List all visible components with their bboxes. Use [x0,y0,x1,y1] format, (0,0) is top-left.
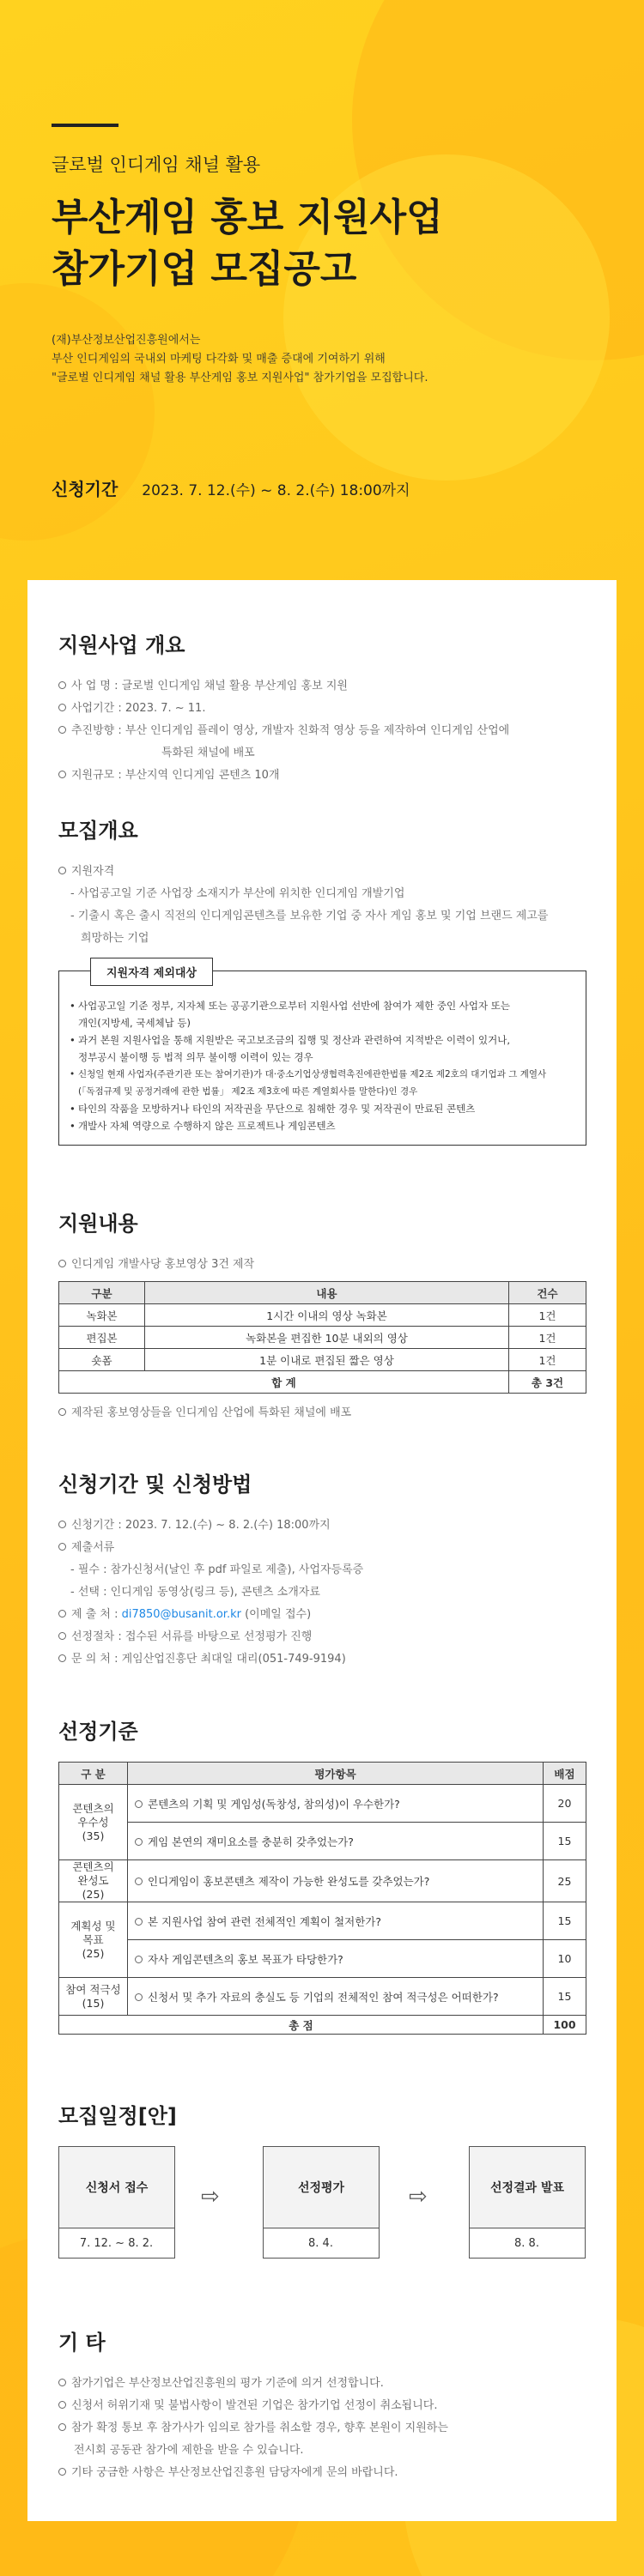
exclusion-notice-box [58,967,586,1146]
step-label: 신청서 접수 [85,2181,149,2195]
hero-desc-line: "글로벌 인디게임 채널 활용 부산게임 홍보 지원사업" 참가기업을 모집합니다. [52,372,428,384]
notice-item: • 개발사 자체 역량으로 수행하지 않은 프로젝트나 게임콘텐츠 [70,1117,575,1134]
apply-line: - 선택 : 인디게임 동영상(링크 등), 콘텐츠 소개자료 [70,1586,320,1599]
table-row [59,1327,586,1349]
hero-desc-line: (재)부산정보산업진흥원에서는 [52,334,201,347]
criteria-item: 콘텐츠의 기획 및 게임성(독창성, 참의성)이 우수한가? [128,1785,544,1823]
etc-line: 전시회 공동관 참가에 제한을 받을 수 있습니다. [74,2444,304,2457]
table-row [59,1902,586,1940]
circle-bullet-icon [135,1993,143,2001]
criteria-score: 25 [544,1860,586,1902]
table-row [59,1349,586,1371]
circle-bullet-icon [58,1408,66,1416]
table-cell: 편집본 [59,1327,145,1349]
table-header: 건수 [509,1282,586,1304]
schedule-section [58,2099,586,2292]
section-title: 지원사업 개요 [58,633,185,657]
criteria-group: 콘텐츠의 우수성 (35) [59,1785,128,1860]
circle-bullet-icon [58,1654,66,1662]
circle-bullet-icon [58,704,66,711]
circle-bullet-icon [58,2401,66,2409]
etc-line: 신청서 허위기재 및 불법사항이 발견된 기업은 참가기업 선정이 취소됩니다. [58,2395,586,2417]
circle-bullet-icon [58,2423,66,2431]
total-label: 총 점 [59,2016,544,2035]
recruit-line: 지원자격 [58,861,586,883]
apply-line: 선정절차 : 접수된 서류를 바탕으로 선정평가 진행 [58,1626,586,1648]
support-section [58,1206,586,1424]
table-header: 구 분 [59,1763,128,1785]
criteria-group: 계획성 및 목표 (25) [59,1902,128,1978]
table-cell: 1분 이내로 편집된 짧은 영상 [145,1349,509,1371]
table-row [59,1785,586,1823]
circle-bullet-icon [135,1878,143,1885]
criteria-group: 콘텐츠의 완성도 (25) [59,1860,128,1902]
circle-bullet-icon [58,681,66,689]
step-date: 8. 4. [263,2228,380,2259]
criteria-item: 본 지원사업 참여 관련 전체적인 계획이 철저한가? [128,1902,544,1940]
table-header: 내용 [145,1282,509,1304]
apply-line: 문 의 처 : 게임산업진흥단 최대일 대리(051-749-9194) [58,1648,586,1671]
criteria-score: 10 [544,1940,586,1978]
apply-line: 제출서류 [58,1537,586,1559]
support-table [58,1281,586,1394]
step-label: 선정평가 [297,2181,345,2195]
section-title: 신청기간 및 신청방법 [58,1472,252,1497]
decorative-blob [0,283,155,541]
circle-bullet-icon [58,1521,66,1528]
table-row [59,1940,586,1978]
etc-line: 참가기업은 부산정보산업진흥원의 평가 기준에 의거 선정합니다. [58,2373,586,2395]
overview-line: 특화된 채널에 배포 [161,747,255,759]
section-title: 모집개요 [58,819,138,843]
content-card [27,580,617,2521]
table-row [59,1978,586,2016]
hero-title-line1: 부산게임 홍보 지원사업 [52,196,443,239]
schedule-flow [58,2146,586,2292]
table-cell: 1건 [509,1327,586,1349]
recruit-line: 희망하는 기업 [81,932,149,945]
schedule-step [469,2146,586,2258]
overview-line: 추진방향 : 부산 인디게임 플레이 영상, 개발자 친화적 영상 등을 제작하여 인디게임 산업에 [58,720,586,742]
etc-line: 기타 궁금한 사항은 부산정보산업진흥원 담당자에게 문의 바랍니다. [58,2462,586,2484]
step-date: 7. 12. ~ 8. 2. [58,2228,175,2259]
circle-bullet-icon [135,1918,143,1926]
table-row [59,1860,586,1902]
total-label: 합 계 [59,1371,509,1394]
table-header: 배점 [544,1763,586,1785]
table-cell: 숏폼 [59,1349,145,1371]
notice-item: • 타인의 작품을 모방하거나 타인의 저작권을 무단으로 침해한 경우 및 저작권이 만료된 콘텐츠 [70,1100,575,1117]
circle-bullet-icon [58,2379,66,2386]
criteria-score: 20 [544,1785,586,1823]
hero-desc-line: 부산 인디게임의 국내외 마케팅 다각화 및 매출 증대에 기여하기 위해 [52,353,386,366]
notice-item: (「독점규제 및 공정거래에 관한 법률」 제2조 제3호에 따른 계열회사를 말한다)인 경우 [78,1086,418,1097]
support-intro: 인디게임 개발사당 홍보영상 3건 제작 [58,1254,586,1276]
recruit-line: - 기출시 혹은 출시 직전의 인디게임콘텐츠를 보유한 기업 중 자사 게임 홍보 및 기업 브랜드 제고를 [70,910,549,922]
recruit-section [58,813,586,1146]
criteria-group: 참여 적극성 (15) [59,1978,128,2016]
apply-line: - 필수 : 참가신청서(날인 후 pdf 파일로 제출), 사업자등록증 [70,1563,364,1576]
schedule-step [58,2146,175,2258]
circle-bullet-icon [58,867,66,874]
overview-line: 사업기간 : 2023. 7. ~ 11. [58,698,586,720]
criteria-item: 자사 게임콘텐츠의 홍보 목표가 타당한가? [128,1940,544,1978]
table-cell: 녹화본 [59,1304,145,1327]
criteria-item: 신청서 및 추가 자료의 충실도 등 기업의 전체적인 참여 적극성은 어떠한가? [128,1978,544,2016]
circle-bullet-icon [135,1838,143,1846]
section-title: 기 타 [58,2331,106,2355]
criteria-score: 15 [544,1978,586,2016]
circle-bullet-icon [58,1610,66,1618]
circle-bullet-icon [58,1543,66,1551]
application-period [52,475,410,500]
table-row [59,1304,586,1327]
section-title: 모집일정[안] [58,2104,177,2128]
hero-subtitle: 글로벌 인디게임 채널 활용 [52,154,261,175]
circle-bullet-icon [58,726,66,734]
notice-item: • 사업공고일 기준 정부, 지자체 또는 공공기관으로부터 지원사업 선반에 참여가 제한 중인 사업자 또는 [70,997,575,1014]
apply-line: 제 출 처 : di7850@busanit.or.kr (이메일 접수) [58,1604,586,1626]
support-note: 제작된 홍보영상들을 인디게임 산업에 특화된 채널에 배포 [58,1402,586,1424]
hero-rule [52,124,118,127]
criteria-item: 게임 본연의 재미요소를 충분히 갖추었는가? [128,1823,544,1860]
circle-bullet-icon [58,2468,66,2476]
notice-title: 지원자격 제외대상 [90,958,213,986]
apply-section [58,1467,586,1671]
overview-section [58,628,586,787]
hero-title-line2: 참가기업 모집공고 [52,247,357,291]
arrow-right-icon: ⇨ [409,2184,428,2210]
notice-item: 개인(지방세, 국세체납 등) [78,1017,191,1029]
period-label: 신청기간 [52,479,118,499]
criteria-score: 15 [544,1823,586,1860]
notice-item: • 신청일 현재 사업자(주관기관 또는 참여기관)가 대·중소기업상생협력촉진에관한법률 제2조 제2호의 대기업과 그 계열사 [70,1066,575,1083]
criteria-section [58,1714,586,2035]
overview-line: 사 업 명 : 글로벌 인디게임 채널 활용 부산게임 홍보 지원 [58,675,586,698]
circle-bullet-icon [135,1800,143,1808]
notice-item: • 과거 본원 지원사업을 통해 지원받은 국고보조금의 집행 및 정산과 관련하여 지적받은 이력이 있거나, [70,1031,575,1049]
step-date: 8. 8. [469,2228,586,2259]
table-header: 구분 [59,1282,145,1304]
table-total-row [59,1371,586,1394]
circle-bullet-icon [58,1632,66,1640]
criteria-score: 15 [544,1902,586,1940]
schedule-step [263,2146,380,2258]
table-cell: 1건 [509,1349,586,1371]
apply-line: 신청기간 : 2023. 7. 12.(수) ~ 8. 2.(수) 18:00까지 [58,1515,586,1537]
step-label: 선정결과 발표 [489,2181,565,2195]
table-total-row [59,2016,586,2035]
period-value: 2023. 7. 12.(수) ~ 8. 2.(수) 18:00까지 [142,482,410,499]
arrow-right-icon: ⇨ [201,2184,220,2210]
criteria-item: 인디게임이 홍보콘텐츠 제작이 가능한 완성도를 갖추었는가? [128,1860,544,1902]
criteria-table [58,1762,586,2035]
email-link[interactable]: di7850@busanit.or.kr [121,1608,241,1621]
etc-section [58,2325,586,2484]
etc-line: 참가 확정 통보 후 참가사가 임의로 참가를 취소할 경우, 향후 본원이 지원하는 [58,2417,586,2440]
table-cell: 녹화본을 편집한 10분 내외의 영상 [145,1327,509,1349]
total-value: 총 3건 [509,1371,586,1394]
hero-description [52,331,428,388]
circle-bullet-icon [135,1956,143,1963]
hero-title [52,192,443,295]
table-cell: 1건 [509,1304,586,1327]
recruit-line: - 사업공고일 기준 사업장 소재지가 부산에 위치한 인디게임 개발기업 [70,887,405,900]
section-title: 지원내용 [58,1212,138,1236]
table-header: 평가항목 [128,1763,544,1785]
notice-item: 정부공시 불이행 등 법적 의무 불이행 이력이 있는 경우 [78,1051,313,1063]
section-title: 선정기준 [58,1720,138,1744]
overview-line: 지원규모 : 부산지역 인디게임 콘텐츠 10개 [58,765,586,787]
table-row [59,1823,586,1860]
table-cell: 1시간 이내의 영상 녹화본 [145,1304,509,1327]
total-value: 100 [544,2016,586,2035]
circle-bullet-icon [58,1260,66,1267]
circle-bullet-icon [58,771,66,778]
